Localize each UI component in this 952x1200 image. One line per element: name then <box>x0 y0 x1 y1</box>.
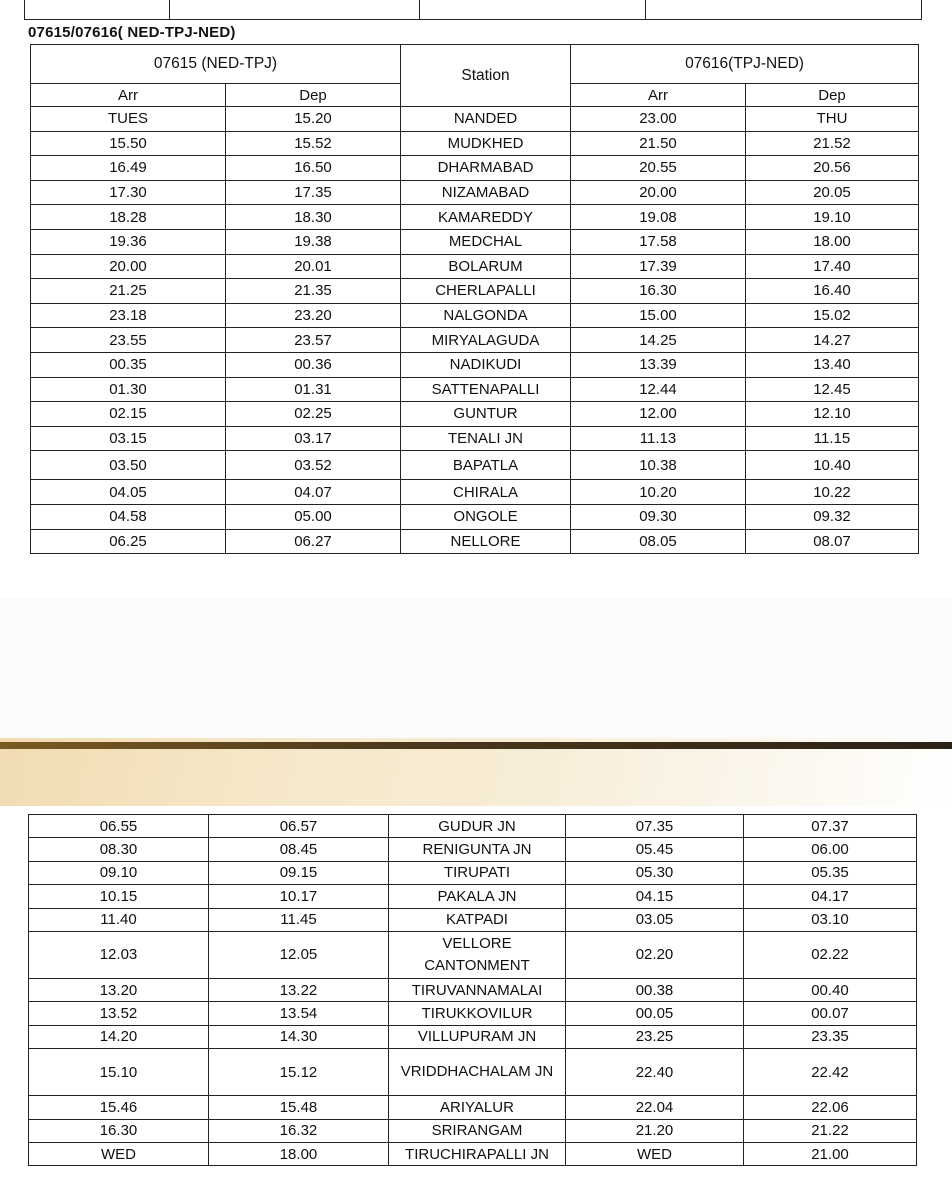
table-row <box>29 908 917 931</box>
station-cell: SRIRANGAM <box>389 1119 566 1142</box>
table-row <box>31 504 919 529</box>
arrival-cell: 13.20 <box>29 978 209 1001</box>
table-row <box>29 1119 917 1142</box>
departure-cell: 15.52 <box>226 131 401 156</box>
station-cell: MEDCHAL <box>401 229 571 254</box>
table-row <box>31 451 919 480</box>
departure-cell: 12.10 <box>746 402 919 427</box>
arrival-cell: TUES <box>31 107 226 132</box>
arrival-cell: 23.25 <box>566 1025 744 1048</box>
arrival-cell: 11.13 <box>571 426 746 451</box>
departure-cell: 06.27 <box>226 529 401 554</box>
station-cell: MUDKHED <box>401 131 571 156</box>
table-row <box>31 529 919 554</box>
arrival-cell: 22.04 <box>566 1096 744 1119</box>
arrival-cell: 05.30 <box>566 861 744 884</box>
arrival-cell: 12.03 <box>29 931 209 978</box>
departure-cell: 05.00 <box>226 504 401 529</box>
header-dep: Dep <box>226 84 401 107</box>
arrival-cell: 19.08 <box>571 205 746 230</box>
previous-table-bottom-edge <box>24 0 922 20</box>
station-cell: TIRUCHIRAPALLI JN <box>389 1142 566 1165</box>
arrival-cell: 08.05 <box>571 529 746 554</box>
departure-cell: 09.15 <box>209 861 389 884</box>
arrival-cell: 09.10 <box>29 861 209 884</box>
arrival-cell: 13.39 <box>571 352 746 377</box>
arrival-cell: 00.35 <box>31 352 226 377</box>
departure-cell: 20.01 <box>226 254 401 279</box>
departure-cell: 13.22 <box>209 978 389 1001</box>
table-row <box>29 1096 917 1119</box>
departure-cell: 22.06 <box>744 1096 917 1119</box>
departure-cell: 21.35 <box>226 279 401 304</box>
table-row <box>31 303 919 328</box>
previous-table-divider <box>645 0 646 19</box>
arrival-cell: 00.05 <box>566 1002 744 1025</box>
station-cell: TIRUPATI <box>389 861 566 884</box>
timetable-lower <box>28 814 917 1166</box>
table-row <box>29 931 917 978</box>
arrival-cell: 00.38 <box>566 978 744 1001</box>
departure-cell: 23.20 <box>226 303 401 328</box>
arrival-cell: 03.15 <box>31 426 226 451</box>
station-cell: KATPADI <box>389 908 566 931</box>
departure-cell: 20.56 <box>746 156 919 181</box>
arrival-cell: 16.30 <box>571 279 746 304</box>
station-cell: RENIGUNTA JN <box>389 838 566 861</box>
arrival-cell: 15.50 <box>31 131 226 156</box>
table-row <box>31 156 919 181</box>
departure-cell: 07.37 <box>744 815 917 838</box>
departure-cell: 23.35 <box>744 1025 917 1048</box>
departure-cell: 12.45 <box>746 377 919 402</box>
station-cell: VELLORE CANTONMENT <box>389 931 566 978</box>
arrival-cell: 14.20 <box>29 1025 209 1048</box>
arrival-cell: 21.20 <box>566 1119 744 1142</box>
departure-cell: 02.25 <box>226 402 401 427</box>
station-cell: BAPATLA <box>401 451 571 480</box>
departure-cell: 21.22 <box>744 1119 917 1142</box>
departure-cell: 15.20 <box>226 107 401 132</box>
table-row <box>31 480 919 505</box>
departure-cell: 08.45 <box>209 838 389 861</box>
departure-cell: 22.42 <box>744 1049 917 1096</box>
departure-cell: 11.45 <box>209 908 389 931</box>
table-row <box>29 1002 917 1025</box>
departure-cell: 03.17 <box>226 426 401 451</box>
header-dep: Dep <box>746 84 919 107</box>
arrival-cell: 17.58 <box>571 229 746 254</box>
photo-edge-shadow <box>0 742 952 749</box>
departure-cell: 19.10 <box>746 205 919 230</box>
station-cell: MIRYALAGUDA <box>401 328 571 353</box>
arrival-cell: WED <box>29 1142 209 1165</box>
arrival-cell: 05.45 <box>566 838 744 861</box>
table-row <box>29 1142 917 1165</box>
departure-cell: 00.40 <box>744 978 917 1001</box>
station-cell: BOLARUM <box>401 254 571 279</box>
departure-cell: 10.17 <box>209 885 389 908</box>
table-row <box>29 861 917 884</box>
header-station: Station <box>401 45 571 107</box>
header-left-train: 07615 (NED-TPJ) <box>31 45 401 84</box>
timetable-upper-body <box>31 107 919 554</box>
departure-cell: 09.32 <box>746 504 919 529</box>
departure-cell: 17.35 <box>226 180 401 205</box>
section-title: 07615/07616( NED-TPJ-NED) <box>28 24 236 41</box>
station-cell: NALGONDA <box>401 303 571 328</box>
arrival-cell: 16.30 <box>29 1119 209 1142</box>
departure-cell: 16.50 <box>226 156 401 181</box>
arrival-cell: 23.18 <box>31 303 226 328</box>
departure-cell: 15.02 <box>746 303 919 328</box>
table-row <box>31 254 919 279</box>
arrival-cell: 09.30 <box>571 504 746 529</box>
departure-cell: 01.31 <box>226 377 401 402</box>
station-cell: KAMAREDDY <box>401 205 571 230</box>
departure-cell: 18.00 <box>746 229 919 254</box>
table-row <box>31 426 919 451</box>
arrival-cell: 17.30 <box>31 180 226 205</box>
arrival-cell: 23.55 <box>31 328 226 353</box>
station-cell: NELLORE <box>401 529 571 554</box>
departure-cell: 04.17 <box>744 885 917 908</box>
departure-cell: 03.10 <box>744 908 917 931</box>
departure-cell: 17.40 <box>746 254 919 279</box>
arrival-cell: 21.25 <box>31 279 226 304</box>
departure-cell: THU <box>746 107 919 132</box>
station-cell: ONGOLE <box>401 504 571 529</box>
table-row <box>31 377 919 402</box>
table-row <box>29 885 917 908</box>
arrival-cell: 12.00 <box>571 402 746 427</box>
arrival-cell: 19.36 <box>31 229 226 254</box>
arrival-cell: 20.00 <box>571 180 746 205</box>
arrival-cell: 04.15 <box>566 885 744 908</box>
departure-cell: 13.40 <box>746 352 919 377</box>
departure-cell: 21.00 <box>744 1142 917 1165</box>
station-cell: SATTENAPALLI <box>401 377 571 402</box>
arrival-cell: 18.28 <box>31 205 226 230</box>
arrival-cell: 01.30 <box>31 377 226 402</box>
departure-cell: 18.00 <box>209 1142 389 1165</box>
arrival-cell: 12.44 <box>571 377 746 402</box>
station-cell: NADIKUDI <box>401 352 571 377</box>
arrival-cell: 02.20 <box>566 931 744 978</box>
departure-cell: 02.22 <box>744 931 917 978</box>
table-row <box>29 1025 917 1048</box>
departure-cell: 21.52 <box>746 131 919 156</box>
arrival-cell: 15.10 <box>29 1049 209 1096</box>
station-cell: VRIDDHACHALAM JN <box>389 1049 566 1096</box>
table-row <box>31 180 919 205</box>
previous-table-divider <box>169 0 170 19</box>
header-right-train: 07616(TPJ-NED) <box>571 45 919 84</box>
departure-cell: 00.36 <box>226 352 401 377</box>
arrival-cell: 20.55 <box>571 156 746 181</box>
arrival-cell: 02.15 <box>31 402 226 427</box>
table-row <box>31 279 919 304</box>
table-row <box>29 1049 917 1096</box>
table-row <box>31 229 919 254</box>
arrival-cell: 06.55 <box>29 815 209 838</box>
departure-cell: 04.07 <box>226 480 401 505</box>
table-row <box>29 978 917 1001</box>
departure-cell: 23.57 <box>226 328 401 353</box>
station-cell: ARIYALUR <box>389 1096 566 1119</box>
departure-cell: 10.40 <box>746 451 919 480</box>
departure-cell: 15.12 <box>209 1049 389 1096</box>
station-cell: TIRUVANNAMALAI <box>389 978 566 1001</box>
departure-cell: 10.22 <box>746 480 919 505</box>
table-row <box>31 205 919 230</box>
station-cell: NIZAMABAD <box>401 180 571 205</box>
arrival-cell: 07.35 <box>566 815 744 838</box>
table-row <box>31 352 919 377</box>
table-row <box>29 838 917 861</box>
arrival-cell: 13.52 <box>29 1002 209 1025</box>
table-row <box>29 815 917 838</box>
page-gap <box>0 598 952 738</box>
arrival-cell: 15.00 <box>571 303 746 328</box>
arrival-cell: 16.49 <box>31 156 226 181</box>
departure-cell: 00.07 <box>744 1002 917 1025</box>
arrival-cell: 10.15 <box>29 885 209 908</box>
arrival-cell: 17.39 <box>571 254 746 279</box>
station-cell: CHERLAPALLI <box>401 279 571 304</box>
arrival-cell: 04.58 <box>31 504 226 529</box>
arrival-cell: 20.00 <box>31 254 226 279</box>
departure-cell: 16.32 <box>209 1119 389 1142</box>
arrival-cell: 21.50 <box>571 131 746 156</box>
header-arr: Arr <box>31 84 226 107</box>
arrival-cell: 10.20 <box>571 480 746 505</box>
arrival-cell: 22.40 <box>566 1049 744 1096</box>
departure-cell: 12.05 <box>209 931 389 978</box>
station-cell: VILLUPURAM JN <box>389 1025 566 1048</box>
table-row <box>31 107 919 132</box>
table-row <box>31 131 919 156</box>
departure-cell: 03.52 <box>226 451 401 480</box>
station-cell: DHARMABAD <box>401 156 571 181</box>
departure-cell: 08.07 <box>746 529 919 554</box>
departure-cell: 13.54 <box>209 1002 389 1025</box>
arrival-cell: 08.30 <box>29 838 209 861</box>
arrival-cell: 15.46 <box>29 1096 209 1119</box>
departure-cell: 18.30 <box>226 205 401 230</box>
station-cell: GUDUR JN <box>389 815 566 838</box>
arrival-cell: WED <box>566 1142 744 1165</box>
departure-cell: 20.05 <box>746 180 919 205</box>
arrival-cell: 03.05 <box>566 908 744 931</box>
arrival-cell: 04.05 <box>31 480 226 505</box>
departure-cell: 05.35 <box>744 861 917 884</box>
table-row <box>31 328 919 353</box>
station-cell: TENALI JN <box>401 426 571 451</box>
arrival-cell: 06.25 <box>31 529 226 554</box>
arrival-cell: 10.38 <box>571 451 746 480</box>
header-arr: Arr <box>571 84 746 107</box>
departure-cell: 14.30 <box>209 1025 389 1048</box>
departure-cell: 15.48 <box>209 1096 389 1119</box>
departure-cell: 19.38 <box>226 229 401 254</box>
arrival-cell: 03.50 <box>31 451 226 480</box>
station-cell: PAKALA JN <box>389 885 566 908</box>
arrival-cell: 14.25 <box>571 328 746 353</box>
departure-cell: 14.27 <box>746 328 919 353</box>
station-cell: GUNTUR <box>401 402 571 427</box>
previous-table-divider <box>419 0 420 19</box>
timetable-upper <box>30 44 919 554</box>
departure-cell: 11.15 <box>746 426 919 451</box>
departure-cell: 06.57 <box>209 815 389 838</box>
arrival-cell: 11.40 <box>29 908 209 931</box>
timetable-lower-body <box>29 815 917 1166</box>
departure-cell: 16.40 <box>746 279 919 304</box>
departure-cell: 06.00 <box>744 838 917 861</box>
arrival-cell: 23.00 <box>571 107 746 132</box>
station-cell: TIRUKKOVILUR <box>389 1002 566 1025</box>
station-cell: CHIRALA <box>401 480 571 505</box>
station-cell: NANDED <box>401 107 571 132</box>
table-row <box>31 402 919 427</box>
